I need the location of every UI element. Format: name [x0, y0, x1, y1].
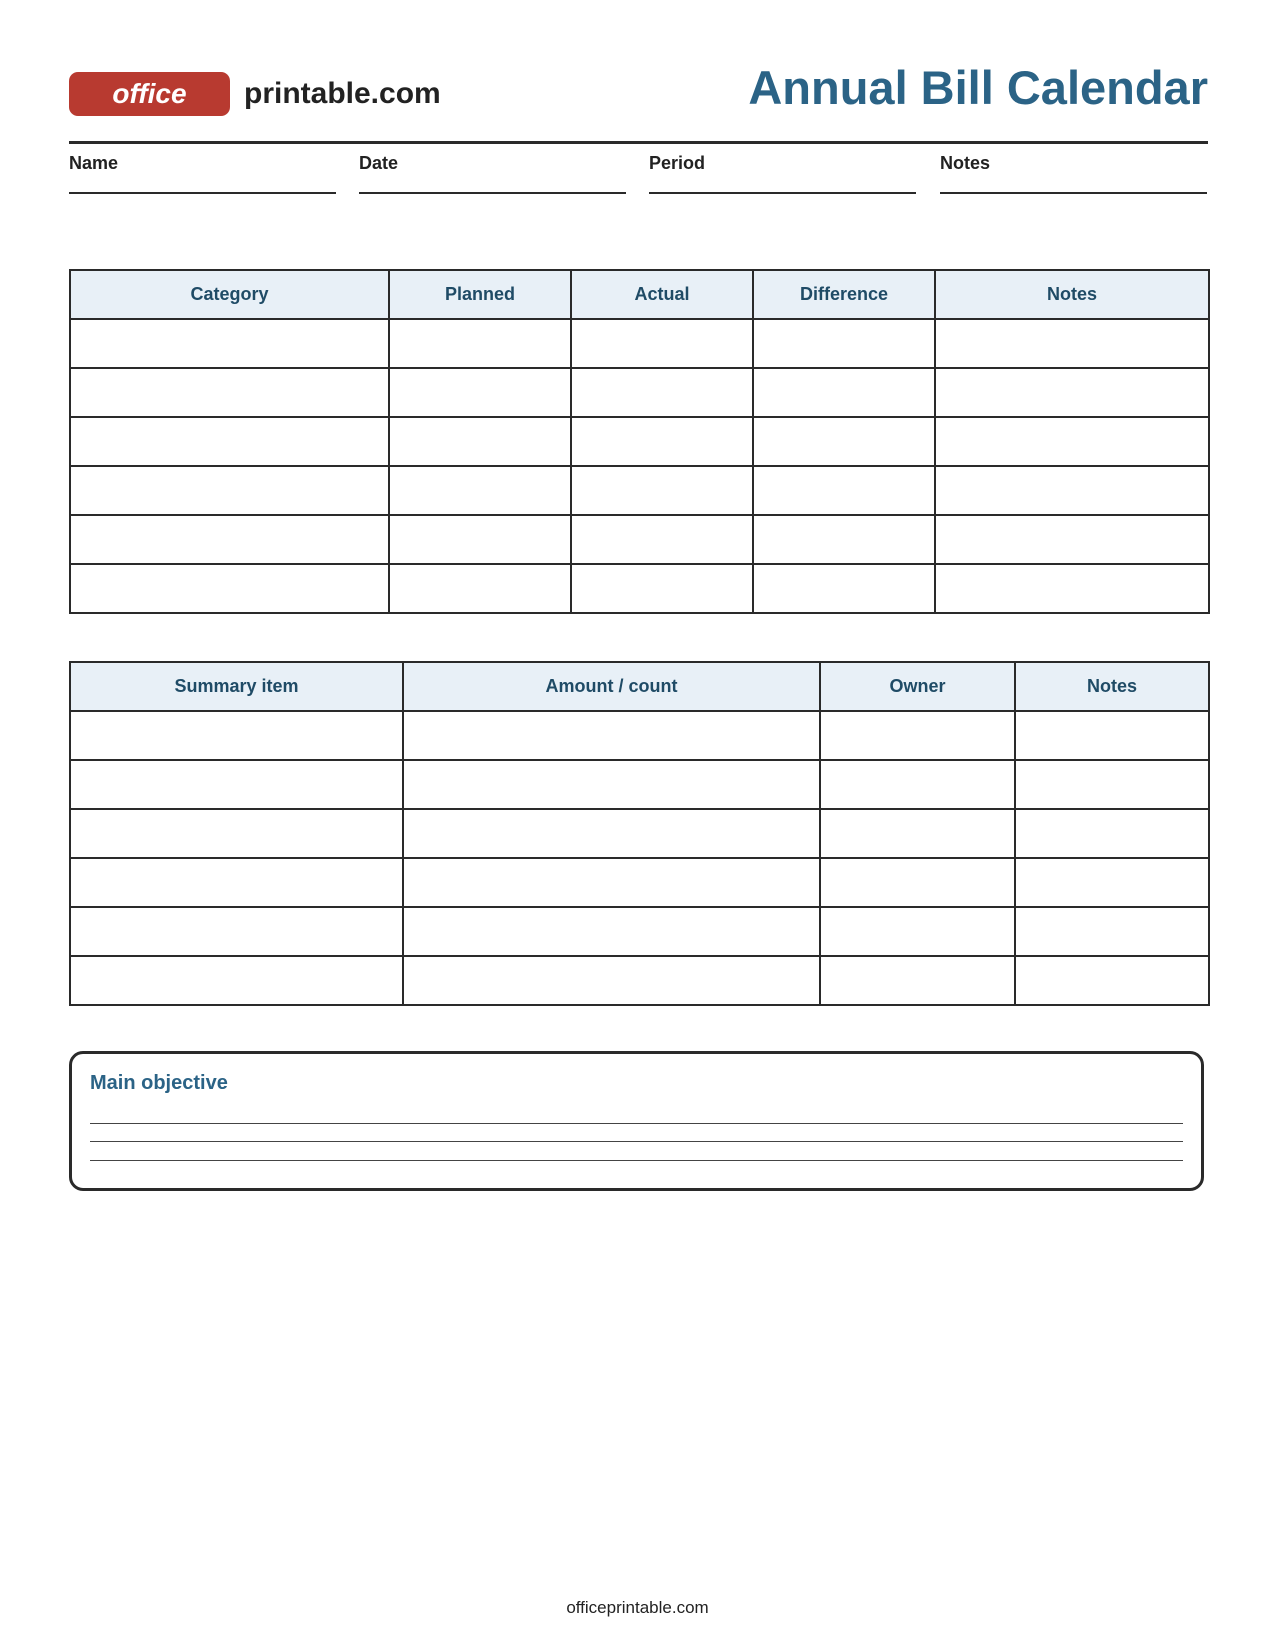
table-cell[interactable]	[1015, 760, 1209, 809]
table-cell[interactable]	[571, 515, 753, 564]
header-divider	[69, 141, 1208, 144]
objective-write-line[interactable]	[90, 1160, 1183, 1161]
table-row	[70, 760, 1209, 809]
table-cell[interactable]	[70, 907, 403, 956]
table-cell[interactable]	[70, 711, 403, 760]
table-cell[interactable]	[70, 368, 389, 417]
brand-logo-badge: office	[69, 72, 230, 116]
brand-logo-domain: printable.com	[244, 77, 441, 110]
table-cell[interactable]	[70, 515, 389, 564]
table-cell[interactable]	[571, 466, 753, 515]
table-row	[70, 319, 1209, 368]
main-objective-title: Main objective	[90, 1072, 228, 1094]
page-header	[69, 61, 1208, 124]
date-field[interactable]	[359, 152, 626, 194]
table-cell[interactable]	[753, 466, 935, 515]
page-title: Annual Bill Calendar	[748, 61, 1208, 114]
col-header-owner: Owner	[820, 662, 1015, 711]
table-cell[interactable]	[70, 417, 389, 466]
table-cell[interactable]	[935, 564, 1209, 613]
table-cell[interactable]	[403, 858, 820, 907]
table-cell[interactable]	[70, 956, 403, 1005]
objective-write-line[interactable]	[90, 1123, 1183, 1124]
summary-table-header-row	[70, 662, 1209, 711]
table-row	[70, 907, 1209, 956]
table-row	[70, 466, 1209, 515]
table-cell[interactable]	[70, 319, 389, 368]
col-header-summary-item: Summary item	[70, 662, 403, 711]
table-cell[interactable]	[403, 956, 820, 1005]
table-cell[interactable]	[389, 564, 571, 613]
table-row	[70, 564, 1209, 613]
budget-table-header-row	[70, 270, 1209, 319]
table-cell[interactable]	[753, 515, 935, 564]
table-cell[interactable]	[935, 417, 1209, 466]
table-cell[interactable]	[820, 956, 1015, 1005]
table-cell[interactable]	[935, 368, 1209, 417]
main-objective-box[interactable]	[69, 1051, 1204, 1191]
table-cell[interactable]	[753, 368, 935, 417]
table-cell[interactable]	[403, 711, 820, 760]
table-cell[interactable]	[820, 858, 1015, 907]
table-cell[interactable]	[389, 417, 571, 466]
info-fields	[69, 152, 1208, 194]
table-cell[interactable]	[571, 368, 753, 417]
name-field-label: Name	[69, 153, 119, 173]
table-cell[interactable]	[1015, 907, 1209, 956]
budget-table	[69, 269, 1210, 614]
table-cell[interactable]	[753, 417, 935, 466]
table-cell[interactable]	[403, 907, 820, 956]
table-cell[interactable]	[403, 760, 820, 809]
table-row	[70, 809, 1209, 858]
col-header-planned: Planned	[389, 270, 571, 319]
table-row	[70, 711, 1209, 760]
table-cell[interactable]	[70, 760, 403, 809]
notes-field[interactable]	[940, 152, 1207, 194]
notes-field-label: Notes	[940, 153, 991, 173]
table-row	[70, 956, 1209, 1005]
table-cell[interactable]	[389, 466, 571, 515]
table-cell[interactable]	[1015, 809, 1209, 858]
col-header-actual: Actual	[571, 270, 753, 319]
table-row	[70, 858, 1209, 907]
page-footer: officeprintable.com	[566, 1598, 709, 1617]
period-field[interactable]	[649, 152, 916, 194]
table-cell[interactable]	[820, 809, 1015, 858]
name-field[interactable]	[69, 152, 336, 194]
table-row	[70, 368, 1209, 417]
col-header-amount-count: Amount / count	[403, 662, 820, 711]
col-header-notes: Notes	[935, 270, 1209, 319]
table-cell[interactable]	[389, 368, 571, 417]
table-cell[interactable]	[820, 760, 1015, 809]
table-cell[interactable]	[1015, 711, 1209, 760]
summary-table	[69, 661, 1210, 1006]
col-header-category: Category	[70, 270, 389, 319]
table-cell[interactable]	[935, 466, 1209, 515]
table-cell[interactable]	[571, 417, 753, 466]
table-cell[interactable]	[753, 564, 935, 613]
table-cell[interactable]	[935, 515, 1209, 564]
table-cell[interactable]	[70, 466, 389, 515]
table-cell[interactable]	[389, 515, 571, 564]
table-cell[interactable]	[571, 319, 753, 368]
table-cell[interactable]	[389, 319, 571, 368]
table-cell[interactable]	[935, 319, 1209, 368]
table-cell[interactable]	[1015, 956, 1209, 1005]
table-cell[interactable]	[1015, 858, 1209, 907]
table-cell[interactable]	[820, 907, 1015, 956]
col-header-difference: Difference	[753, 270, 935, 319]
table-cell[interactable]	[70, 858, 403, 907]
period-field-label: Period	[649, 153, 706, 173]
date-field-label: Date	[359, 153, 399, 173]
objective-write-line[interactable]	[90, 1141, 1183, 1142]
table-cell[interactable]	[753, 319, 935, 368]
table-row	[70, 417, 1209, 466]
budget-table-body	[70, 319, 1209, 613]
summary-table-body	[70, 711, 1209, 1005]
table-cell[interactable]	[820, 711, 1015, 760]
table-row	[70, 515, 1209, 564]
table-cell[interactable]	[571, 564, 753, 613]
table-cell[interactable]	[403, 809, 820, 858]
col-header-notes: Notes	[1015, 662, 1209, 711]
table-cell[interactable]	[70, 564, 389, 613]
table-cell[interactable]	[70, 809, 403, 858]
